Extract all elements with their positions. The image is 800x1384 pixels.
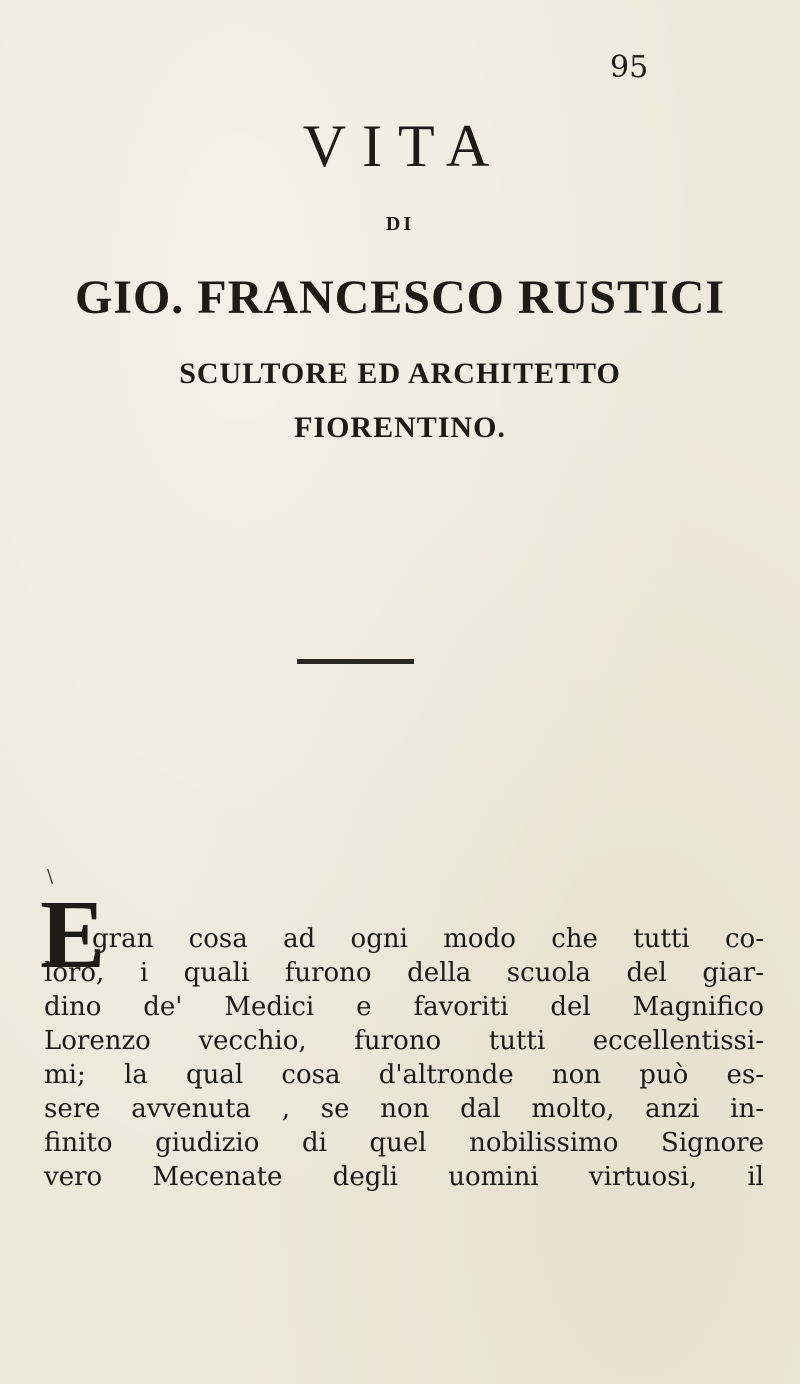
body-line: gran cosa ad ogni modo che tutti co- [92,924,764,954]
body-line: sere avvenuta , se non dal molto, anzi in- [44,1094,764,1124]
body-line: finito giudizio di quel nobilissimo Signore [44,1128,764,1158]
title-connector: DI [385,213,415,235]
ornamental-rule [297,659,414,664]
body-line: loro, i quali furono della scuola del giar- [44,958,764,988]
body-line: dino de' Medici e favoriti del Magnifico [44,992,764,1022]
subject-origin: FIORENTINO. [294,411,506,444]
ink-mark: \ [47,866,54,887]
body-paragraph [44,922,764,1194]
chapter-title: VITA [302,113,506,179]
subject-name: GIO. FRANCESCO RUSTICI [74,271,726,324]
drop-cap: E [40,881,106,989]
body-line: vero Mecenate degli uomini virtuosi, il [44,1162,764,1192]
subject-profession: SCULTORE ED ARCHITETTO [179,357,621,390]
page-number: 95 [610,50,649,85]
body-line: Lorenzo vecchio, furono tutti eccellentissi- [44,1026,764,1056]
body-line: mi; la qual cosa d'altronde non può es- [44,1060,764,1090]
